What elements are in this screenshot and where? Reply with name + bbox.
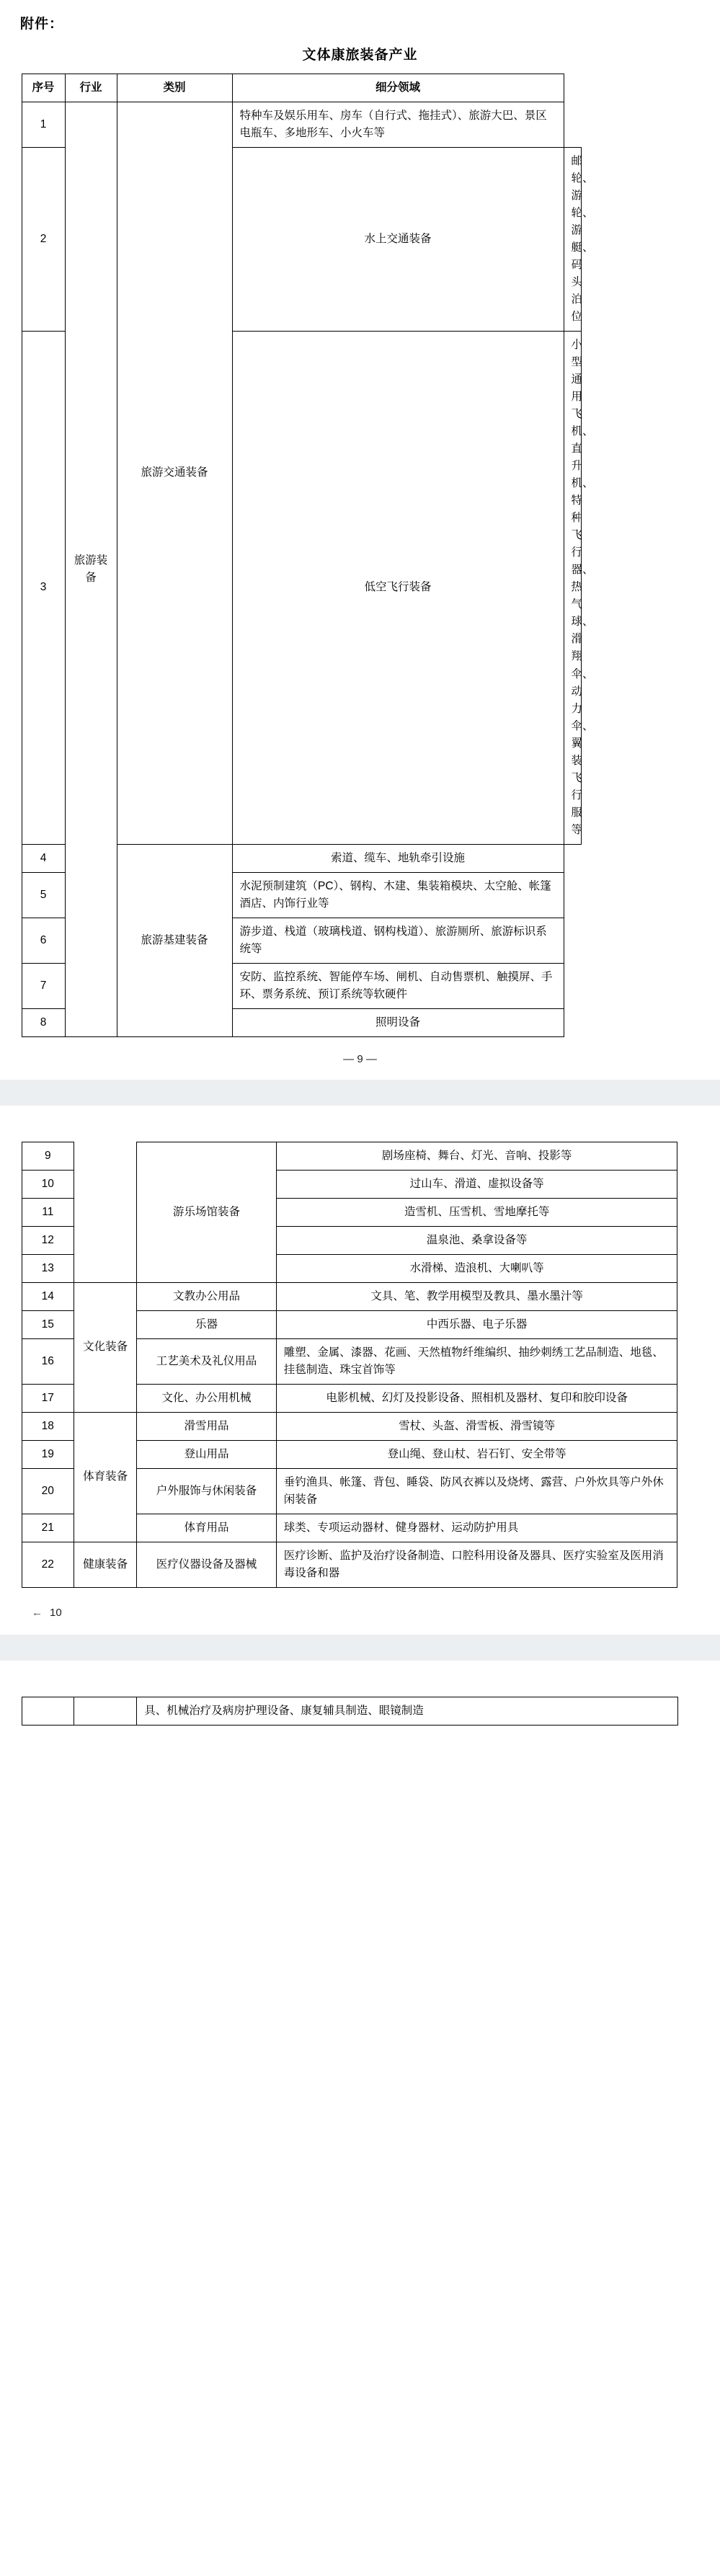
row-spacer [677,1338,698,1384]
row-detail: 索道、缆车、地轨牵引设施 [232,844,564,872]
row-spacer [677,1697,698,1726]
row-category: 旅游交通装备 [117,102,232,845]
page-title: 文体康旅装备产业 [302,48,418,63]
row-no: 12 [22,1226,74,1254]
row-category: 滑雪用品 [137,1412,277,1440]
row-detail: 具、机械治疗及病房护理设备、康复辅具制造、眼镜制造 [137,1697,678,1726]
row-detail: 游步道、栈道（玻璃栈道、钢构栈道）、旅游厕所、旅游标识系统等 [232,918,564,963]
page-break-1 [0,1080,720,1106]
page-footer-1: — 9 — [343,1052,377,1065]
row-spacer [677,1440,698,1468]
left-arrow-icon: ← [32,1607,43,1620]
row-detail: 文具、笔、教学用模型及教具、墨水墨汁等 [276,1282,677,1310]
industry-table-page-3 [22,1697,699,1726]
page3-top-spacer [0,1661,720,1697]
row-spacer [677,1198,698,1226]
row-no: 5 [22,872,65,918]
col-spacer [564,74,581,102]
row-detail: 雪杖、头盔、滑雪板、滑雪镜等 [276,1412,677,1440]
row-detail: 雕塑、金属、漆器、花画、天然植物纤维编织、抽纱刺绣工艺品制造、地毯、挂毯制造、珠宝首饰等 [276,1338,677,1384]
row-spacer [564,1008,581,1036]
row-industry: 旅游装备 [65,102,117,1037]
row-spacer [564,963,581,1008]
row-detail: 温泉池、桑拿设备等 [276,1226,677,1254]
row-detail: 剧场座椅、舞台、灯光、音响、投影等 [276,1142,677,1170]
row-category: 游乐场馆装备 [137,1142,277,1282]
row-detail: 垂钓渔具、帐篷、背包、睡袋、防风衣裤以及烧烤、露营、户外炊具等户外休闲装备 [276,1468,677,1514]
row-no: 2 [22,148,65,332]
table-header-row [22,74,698,102]
col-header-industry: 行业 [65,74,117,102]
row-no: 10 [22,1170,74,1198]
row-spacer [677,1412,698,1440]
row-detail: 球类、专项运动器材、健身器材、运动防护用具 [276,1514,677,1542]
row-detail: 造雪机、压雪机、雪地摩托等 [276,1198,677,1226]
row-category-group: 旅游基建装备 [117,844,232,1036]
row-spacer [677,1310,698,1338]
col-header-no: 序号 [22,74,65,102]
row-spacer [677,1542,698,1588]
document-page-3 [0,1661,720,1740]
row-no: 1 [22,102,65,148]
row-no: 4 [22,844,65,872]
row-spacer [677,1254,698,1282]
row-category: 户外服饰与休闲装备 [137,1468,277,1514]
row-industry: 健康装备 [74,1542,137,1588]
row-no: 3 [22,332,65,844]
row-no: 9 [22,1142,74,1170]
row-no: 8 [22,1008,65,1036]
row-spacer [677,1384,698,1412]
row-spacer [677,1514,698,1542]
row-no: 19 [22,1440,74,1468]
document-page-1 [0,0,720,1080]
row-no: 22 [22,1542,74,1588]
row-spacer [564,918,581,963]
row-spacer [677,1468,698,1514]
row-detail: 水滑梯、造浪机、大喇叭等 [276,1254,677,1282]
row-detail: 水泥预制建筑（PC）、钢构、木建、集装箱模块、太空舱、帐篷酒店、内饰行业等 [232,872,564,918]
table-row [22,102,698,148]
row-category: 低空飞行装备 [232,332,564,844]
page-number: 10 [50,1607,62,1620]
row-category: 乐器 [137,1310,277,1338]
row-no: 13 [22,1254,74,1282]
row-detail: 医疗诊断、监护及治疗设备制造、口腔科用设备及器具、医疗实验室及医用消毒设备和器 [276,1542,677,1588]
row-category: 水上交通装备 [232,148,564,332]
row-no: 17 [22,1384,74,1412]
row-no: 14 [22,1282,74,1310]
table-row [22,844,698,872]
attachment-label: 附件： [20,17,64,32]
row-detail: 登山绳、登山杖、岩石钉、安全带等 [276,1440,677,1468]
row-category: 登山用品 [137,1440,277,1468]
row-spacer [564,872,581,918]
row-no: 20 [22,1468,74,1514]
row-spacer [581,332,698,844]
row-detail: 小型通用飞机、直升机、特种飞行器、热气球、滑翔伞、动力伞、翼装飞行服等 [564,332,581,844]
row-detail: 特种车及娱乐用车、房车（自行式、拖挂式）、旅游大巴、景区电瓶车、多地形车、小火车等 [232,102,564,148]
row-detail: 照明设备 [232,1008,564,1036]
row-no: 11 [22,1198,74,1226]
row-detail: 邮轮、游轮、游艇、码头泊位 [564,148,581,332]
industry-table-page-2 [22,1142,699,1588]
table-row [22,1412,698,1440]
row-no [22,1697,74,1726]
row-industry: 文化装备 [74,1282,137,1412]
industry-table-page-1 [22,74,699,1037]
row-spacer [564,102,581,148]
page-footer-2 [0,1588,720,1635]
table-wrapper-1 [0,71,720,1037]
row-spacer [677,1226,698,1254]
row-no: 21 [22,1514,74,1542]
col-header-category: 类别 [117,74,232,102]
table-row [22,1142,698,1170]
row-detail: 过山车、滑道、虚拟设备等 [276,1170,677,1198]
row-detail: 安防、监控系统、智能停车场、闸机、自动售票机、触摸屏、手环、票务系统、预订系统等软硬件 [232,963,564,1008]
table-row [22,1542,698,1588]
document-page-2 [0,1106,720,1635]
row-category: 文教办公用品 [137,1282,277,1310]
row-category: 医疗仪器设备及器械 [137,1542,277,1588]
row-detail: 中西乐器、电子乐器 [276,1310,677,1338]
row-detail: 电影机械、幻灯及投影设备、照相机及器材、复印和胶印设备 [276,1384,677,1412]
row-no: 7 [22,963,65,1008]
col-header-detail: 细分领域 [232,74,564,102]
table-row [22,1697,699,1726]
row-no: 6 [22,918,65,963]
row-no: 15 [22,1310,74,1338]
row-industry: 体育装备 [74,1412,137,1542]
row-category: 体育用品 [137,1514,277,1542]
row-spacer [564,844,581,872]
row-industry [74,1697,137,1726]
table-row [22,1282,698,1310]
row-no: 16 [22,1338,74,1384]
row-spacer [677,1170,698,1198]
row-spacer [581,148,698,332]
row-category: 文化、办公用机械 [137,1384,277,1412]
row-industry-blank [74,1142,137,1282]
page3-bottom-spacer [0,1726,720,1740]
row-category: 工艺美术及礼仪用品 [137,1338,277,1384]
row-spacer [677,1142,698,1170]
row-spacer [677,1282,698,1310]
page-break-2 [0,1635,720,1661]
page2-top-spacer [0,1106,720,1142]
row-no: 18 [22,1412,74,1440]
